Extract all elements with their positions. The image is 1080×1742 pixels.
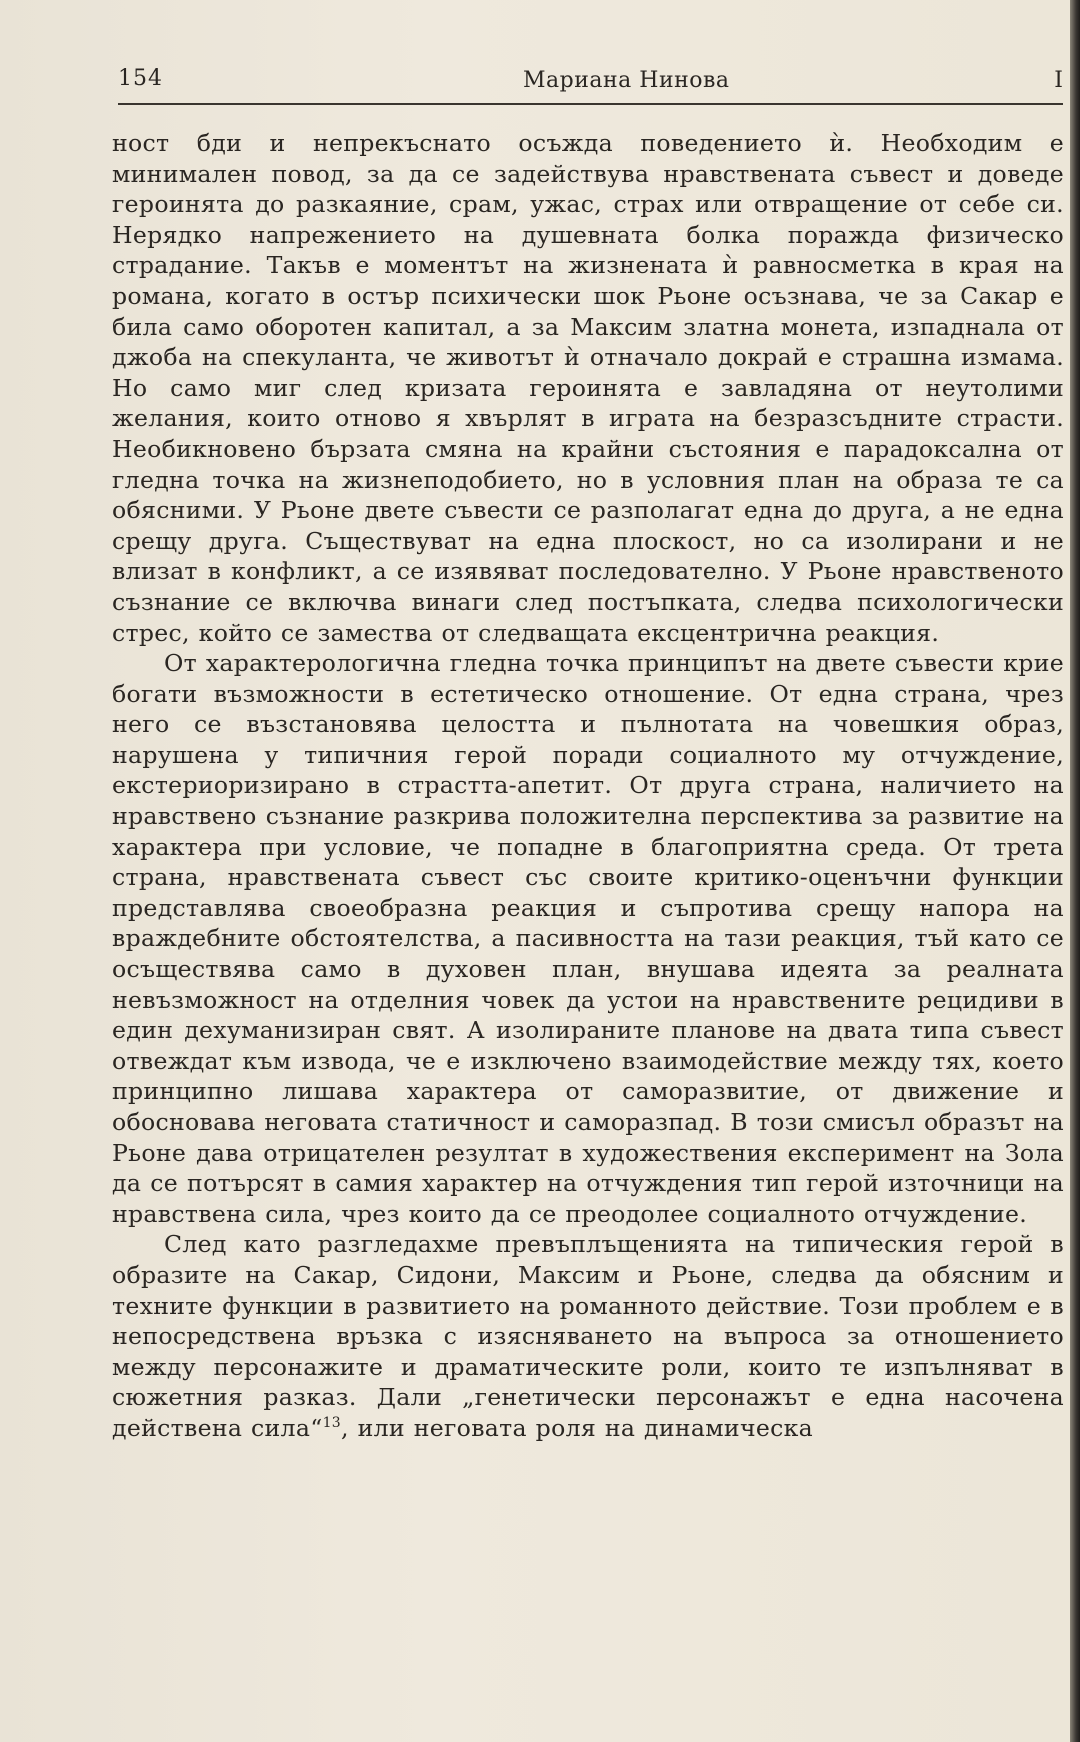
paragraph-3-continuation: , или неговата роля на динамическа [341,1413,814,1442]
header-mark: I [1054,68,1063,93]
paragraph-2 [112,648,1064,1229]
paragraph-1 [112,128,1064,648]
body-text [112,128,1064,1444]
paragraph-1-text: ност бди и непрекъснато осъжда поведението ѝ. Необходим е минимален повод, за да се задействува нравствената съвест и доведе героинята до разкаяние, срам, ужас, страх или отвращение от себе си. Нерядко напрежението на душевната болка поражда физическо страдание. Такъв е моментът на жизнената ѝ равносметка в края на романа, когато в остър психически шок Рьоне осъзнава, че за Сакар е била само оборотен капитал, а за Максим златна монета, изпаднала от джоба на спекуланта, че животът ѝ отначало докрай е страшна измама. Но само миг след кризата героинята е завладяна от неутолими желания, които отново я хвърлят в играта на безразсъдните страсти. Необикновено бързата смяна на крайни състояния е парадоксална от гледна точка на жизнеподобието, но в условния план на образа те са обясними. У Рьоне двете съвести се разполагат една до друга, а не една срещу друга. Съществуват на една плоскост, но са изолирани и не влизат в конфликт, а се изявяват последователно. У Рьоне нравственото съзнание се включва винаги след постъпката, следва психологически стрес, който се замества от следващата ексцентрична реакция. [112,129,1064,647]
running-head-author: Мариана Нинова [523,68,730,93]
paragraph-3 [112,1229,1064,1443]
header-rule [118,103,1063,105]
paragraph-2-text: От характерологична гледна точка принципът на двете съвести крие богати възможности в естетическо отношение. От една страна, чрез него се възстановява целостта и пълнотата на човешкия образ, нарушена у типичния герой поради социалното му отчуждение, екстериоризирано в страстта-апетит. От друга страна, наличието на нравствено съзнание разкрива положителна перспектива за развитие на характера при условие, че попадне в благоприятна среда. От трета страна, нравствената съвест със своите критико-оценъчни функции представлява своеобразна реакция и съпротива срещу напора на враждебните обстоятелства, а пасивността на тази реакция, тъй като се осъществява само в духовен план, внушава идеята за реалната невъзможност на отделния човек да устои на нравствените рецидиви в един дехуманизиран свят. А изолираните планове на двата типа съвест отвеждат към извода, че е изключено взаимодействие между тях, което принципно лишава характера от саморазвитие, от движение и обосновава неговата статичност и саморазпад. В този смисъл образът на Рьоне дава отрицателен резултат в художествения експеримент на Зола да се потърсят в самия характер на отчуждения тип герой източници на нравствена сила, чрез които да се преодолее социалното отчуждение. [112,649,1064,1228]
page-header [118,62,1063,102]
footnote-ref: 13 [322,1415,341,1432]
paragraph-3-text: След като разгледахме превъплъщенията на типическия герой в образите на Сакар, Сидони, Максим и Рьоне, следва да обясним и техните функции в развитието на романното действие. Този проблем е в непосредствена връзка с изясняването на въпроса за отношението между персонажите и драматическите роли, които те изпълняват в сюжетния разказ. Дали „генетически персонажът е една насочена действена сила“ [112,1230,1064,1442]
page-edge-shadow [1070,0,1080,1742]
page-number: 154 [118,66,163,91]
